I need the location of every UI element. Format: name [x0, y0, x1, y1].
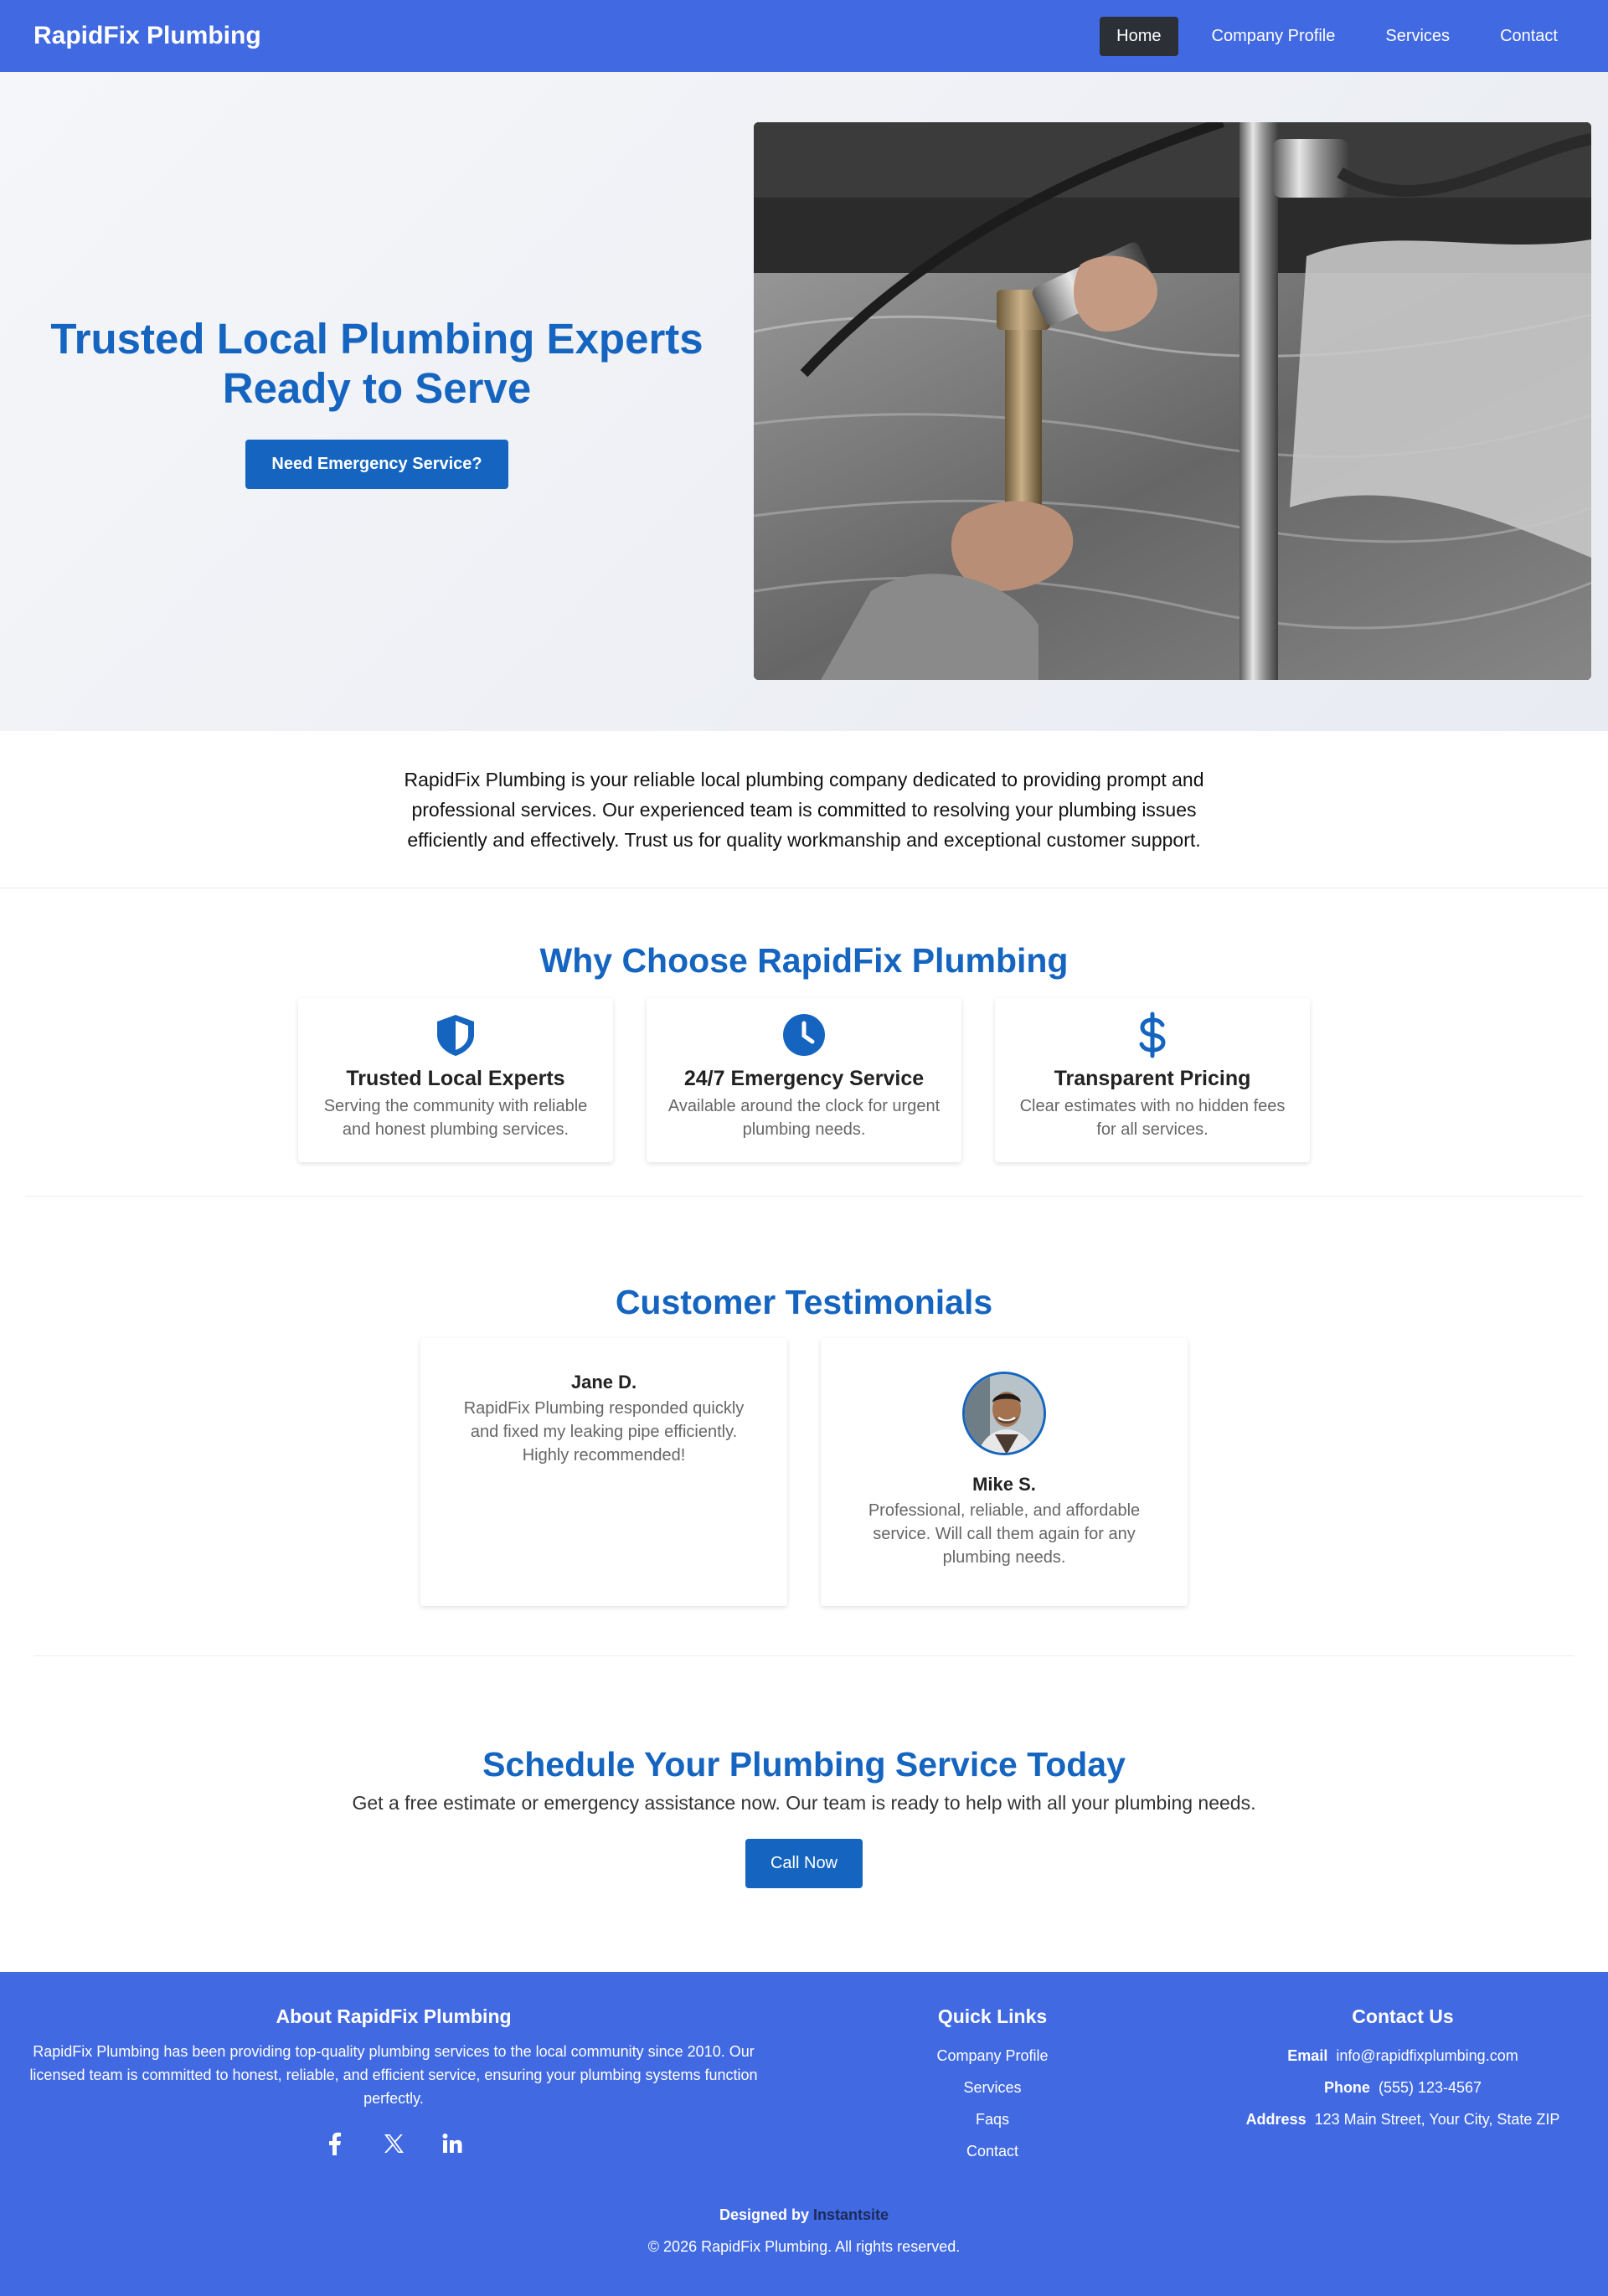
- testimonials-title: Customer Testimonials: [615, 1283, 993, 1321]
- top-navbar: [0, 0, 1608, 72]
- dollar-icon: [1129, 1012, 1176, 1058]
- facebook-icon[interactable]: [323, 2132, 347, 2155]
- footer-link-services[interactable]: Services: [963, 2079, 1022, 2096]
- testimonial-text: RapidFix Plumbing responded quickly and fixed my leaking pipe efficiently. Highly recommended!: [463, 1399, 745, 1465]
- about-intro-section: [0, 731, 1608, 888]
- footer-about-column: [17, 2005, 770, 2155]
- plumber-pipes-illustration: [754, 122, 1591, 680]
- feature-title: Transparent Pricing: [1054, 1067, 1251, 1090]
- testimonial-name: Jane D.: [570, 1372, 637, 1393]
- nav-home[interactable]: Home: [1100, 17, 1178, 56]
- customer-avatar-photo: [965, 1374, 1046, 1455]
- footer-link-faqs[interactable]: Faqs: [975, 2111, 1010, 2128]
- footer-link-company-profile[interactable]: Company Profile: [936, 2047, 1049, 2064]
- x-twitter-icon[interactable]: [382, 2132, 405, 2155]
- emergency-service-button[interactable]: Need Emergency Service?: [245, 440, 508, 489]
- cta-title: Schedule Your Plumbing Service Today: [482, 1745, 1126, 1784]
- footer-about-text: RapidFix Plumbing has been providing top-quality plumbing services to the local community since 2010. Our licensed team is committed to honest, reliable, and efficient service, ensuring your plumbing systems function perfectly.: [29, 2043, 758, 2107]
- feature-title: 24/7 Emergency Service: [683, 1067, 925, 1090]
- feature-text: Clear estimates with no hidden fees for all services.: [1019, 1097, 1286, 1139]
- footer-link-contact[interactable]: Contact: [966, 2143, 1019, 2160]
- hero-plumber-image: [754, 122, 1591, 680]
- nav-contact[interactable]: Contact: [1500, 26, 1558, 45]
- testimonial-name: Mike S.: [972, 1474, 1036, 1495]
- avatar: [962, 1372, 1046, 1455]
- feature-text: Available around the clock for urgent plumbing needs.: [667, 1097, 941, 1139]
- cta-button-wrapper: [0, 1839, 1608, 1888]
- footer-quick-links: [863, 2005, 1122, 2167]
- nav-company-profile[interactable]: Company Profile: [1211, 26, 1336, 45]
- hero-section: [0, 72, 1608, 731]
- brand-logo-text[interactable]: RapidFix Plumbing: [34, 22, 261, 49]
- nav-menu: [1100, 17, 1574, 56]
- footer-address-row: [1214, 2103, 1591, 2135]
- feature-card-emergency: [647, 998, 961, 1162]
- testimonial-card-mike: [821, 1338, 1188, 1606]
- hero-text-block: [34, 72, 720, 731]
- linkedin-icon[interactable]: [441, 2132, 464, 2155]
- call-now-button[interactable]: Call Now: [745, 1839, 863, 1888]
- testimonial-card-jane: [420, 1338, 787, 1606]
- testimonial-text: Professional, reliable, and affordable service. Will call them again for any plumbing needs.: [868, 1501, 1141, 1567]
- nav-services[interactable]: Services: [1385, 26, 1451, 45]
- feature-text: Serving the community with reliable and honest plumbing services.: [323, 1097, 588, 1139]
- address-label: Address: [1245, 2111, 1306, 2128]
- phone-value[interactable]: (555) 123-4567: [1378, 2079, 1482, 2096]
- testimonial-cards: [0, 1338, 1608, 1606]
- email-value[interactable]: info@rapidfixplumbing.com: [1336, 2047, 1518, 2064]
- footer-links-title: Quick Links: [937, 2005, 1048, 2027]
- why-choose-title: Why Choose RapidFix Plumbing: [539, 941, 1069, 980]
- section-divider: [34, 1655, 1574, 1656]
- designed-by-label: Designed by: [719, 2206, 809, 2223]
- section-divider: [25, 1196, 1583, 1197]
- designed-by-line: [0, 2206, 1608, 2224]
- footer-about-title: About RapidFix Plumbing: [276, 2005, 512, 2027]
- address-value: 123 Main Street, Your City, State ZIP: [1314, 2111, 1560, 2128]
- footer-email-row: [1214, 2040, 1591, 2072]
- about-intro-text: RapidFix Plumbing is your reliable local plumbing company dedicated to providing prompt and professional services. Our experienced team is committed to resolving your plumbing issues efficiently and effectively. Trust us for quality workmanship and exceptional customer support.: [404, 768, 1204, 851]
- footer-contact-title: Contact Us: [1352, 2005, 1454, 2027]
- hero-title-line-1: Trusted Local Plumbing Experts: [50, 315, 704, 363]
- feature-card-pricing: [995, 998, 1310, 1162]
- feature-cards: [0, 998, 1608, 1162]
- footer-contact-column: [1214, 2005, 1591, 2135]
- cta-text: Get a free estimate or emergency assistance now. Our team is ready to help with all your plumbing needs.: [352, 1792, 1256, 1814]
- email-label: Email: [1287, 2047, 1328, 2064]
- site-footer: [0, 1972, 1608, 2296]
- hero-title-line-2: Ready to Serve: [222, 364, 532, 412]
- feature-title: Trusted Local Experts: [346, 1067, 565, 1090]
- shield-icon: [432, 1012, 479, 1058]
- social-links: [17, 2132, 770, 2155]
- copyright-text: © 2026 RapidFix Plumbing. All rights reserved.: [647, 2238, 961, 2255]
- footer-phone-row: [1214, 2072, 1591, 2103]
- hero-title: [50, 314, 703, 413]
- designer-link[interactable]: Instantsite: [813, 2206, 889, 2223]
- feature-card-trusted: [298, 998, 613, 1162]
- clock-icon: [781, 1012, 827, 1058]
- phone-label: Phone: [1323, 2079, 1370, 2096]
